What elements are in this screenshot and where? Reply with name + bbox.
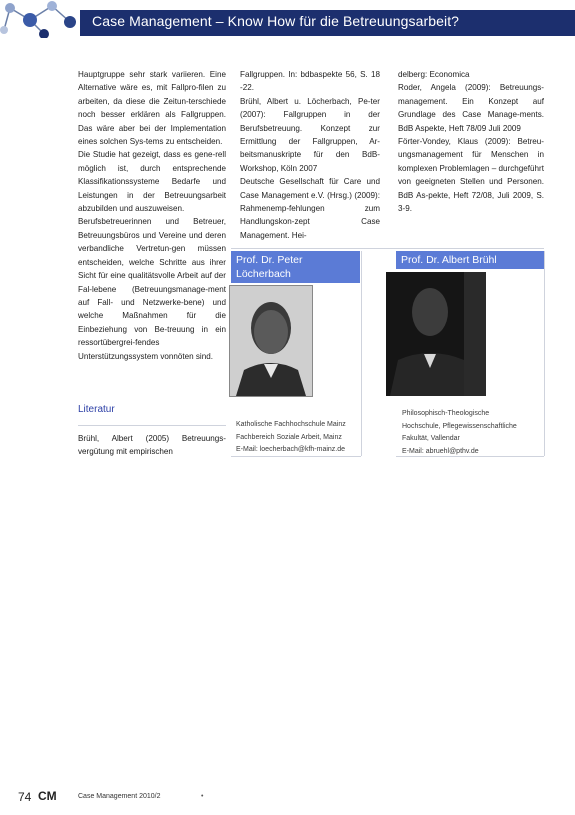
author-photo-bruehl (386, 272, 486, 396)
author-name-loecherbach: Prof. Dr. Peter Löcherbach (231, 251, 360, 283)
author-caption-bruehl (402, 408, 552, 458)
reference: Brühl, Albert u. Löcherbach, Pe-ter (2007): Fallgruppen in der Berufsbetreuung. Konzept zur Ermittlung der Fallgruppen, Ar-beitsmanuskripte für den BdB-Workshop, Köln 2007 (240, 96, 380, 173)
reference: Deutsche Gesellschaft für Care und Case Management e.V. (Hrsg.) (2009): Rahmenemp-fehlungen zum Handlungskon-zept Case Management. Hei- (240, 177, 380, 240)
caption-line: Hochschule, Pflegewissenschaftliche (402, 422, 517, 430)
reference: delberg: Economica (398, 70, 470, 79)
page-number: 74 (18, 790, 32, 804)
paragraph: Die Studie hat gezeigt, dass es gene-rell möglich ist, durch entsprechende Klassifikationssysteme Bedarfe und Leistungen in der Betreuungsarbeit abzubilden und auszuweisen. (78, 150, 226, 214)
literature-heading: Literatur (78, 404, 115, 415)
author-name-bruehl: Prof. Dr. Albert Brühl (396, 251, 544, 269)
caption-line: Katholische Fachhochschule Mainz (236, 421, 346, 428)
text-column-1 (78, 68, 226, 363)
paragraph: Berufsbetreuerinnen und Betreuer, Betreuungsbüros und Vereine und deren verbandliche Vertretun-gen müssen entscheiden, welche Schritte aus ihrer Sicht für eine qualitätsvolle Arbeit auf der Fal-lebene (Betreuungsmanage-ment auf Fall- und Netzwerke-bene) und welche Maßnahmen für die Einbeziehung von Be-treuung in ein ressortübergrei-fendes Unterstützungssystem vonnöten sind. (78, 217, 226, 361)
cm-logo-icon: CM (38, 789, 57, 803)
author-photo-loecherbach (229, 285, 313, 397)
page-title: Case Management – Know How für die Betreuungsarbeit? (92, 13, 460, 29)
author-caption-loecherbach (236, 419, 386, 457)
caption-line: Fachbereich Soziale Arbeit, Mainz (236, 433, 342, 441)
divider (78, 425, 226, 426)
caption-line: E-Mail: loecherbach@kfh-mainz.de (236, 446, 346, 453)
molecule-logo-icon (0, 0, 80, 38)
reference: Brühl, Albert (2005) Betreuungs-vergütung mit empirischen (78, 434, 226, 457)
divider (231, 248, 544, 249)
publication-name: Case Management 2010/2 (78, 793, 161, 800)
text-column-3 (398, 68, 544, 215)
caption-line: Philosophisch-Theologische (402, 410, 490, 417)
reference: Fallgruppen. In: bdbaspekte 56, S. 18 -22. (240, 70, 380, 93)
divider (396, 456, 544, 457)
literature-text (78, 432, 226, 459)
reference: Roder, Angela (2009): Betreuungs-management. Ein Konzept auf Grundlage des Case Manage-ments. BdB Aspekte, Heft 78/09 Juli 2009 (398, 83, 544, 133)
footer-mark: • (201, 793, 204, 800)
reference: Förter-Vondey, Klaus (2009): Betreu-ungsmanagement für Menschen in komplexen Problemlagen – durchgeführt von geeigneten Stellen und Personen. BdB As-pekte, Heft 72/08, Juli 2009, S. 3-9. (398, 137, 544, 214)
paragraph: Hauptgruppe sehr stark variieren. Eine Alternative wäre es, mit Fallpro-filen zu arbeiten, da diese die Zeitun-terschiede noch besser erklären als Fallgruppen. Das wäre aber bei der Implementation eines solchen Sys-tems zu entscheiden. (78, 70, 226, 147)
caption-line: Fakultät, Vallendar (402, 435, 460, 442)
divider (231, 456, 361, 457)
caption-line: E-Mail: abruehl@pthv.de (402, 447, 479, 455)
text-column-2 (240, 68, 380, 242)
